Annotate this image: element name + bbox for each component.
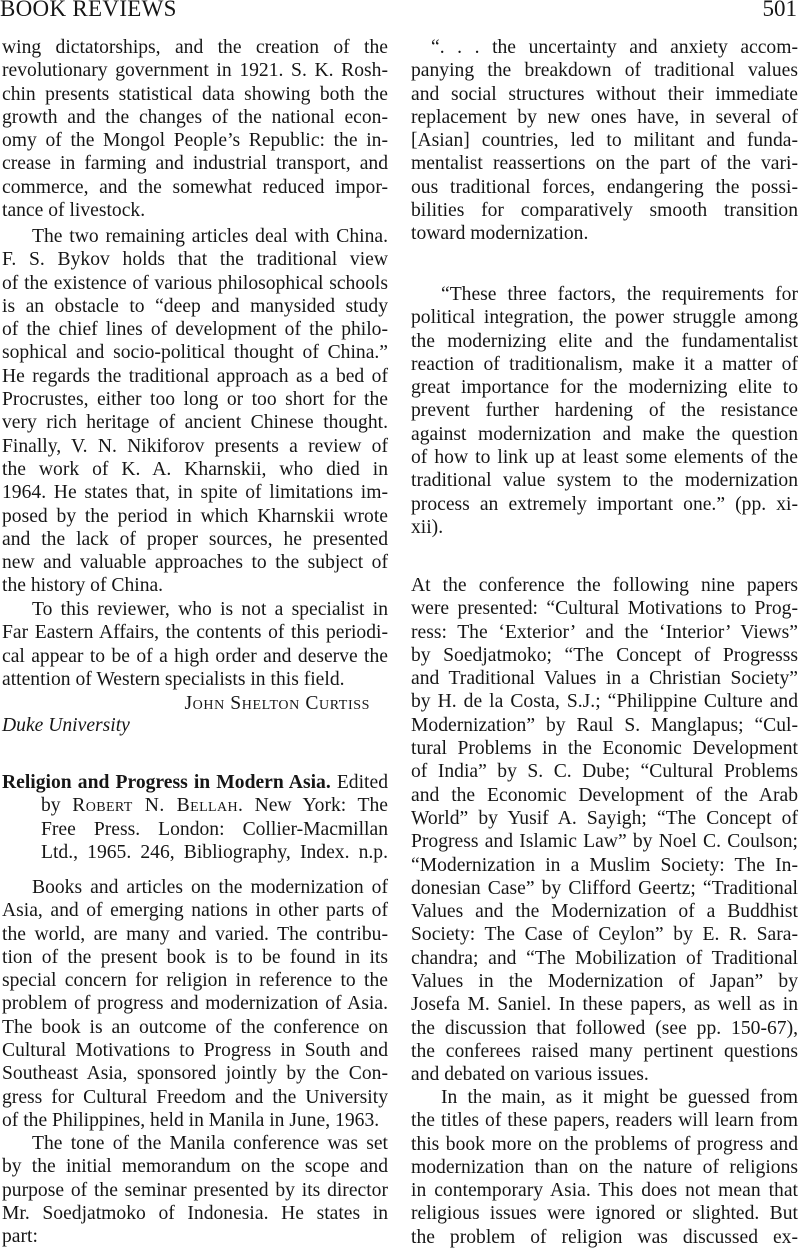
text-line: this book more on the problems of progress and (411, 1133, 798, 1155)
text-line: sophical and socio-political thought of China.” (2, 342, 388, 364)
reviewer-affiliation: Duke University (2, 715, 130, 736)
text-line (2, 794, 388, 817)
text-line: the modernizing elite and the fundamentalist (411, 330, 798, 352)
text-line: the discussion that followed (see pp. 150-67), (411, 1017, 798, 1039)
text-line: is an obstacle to “deep and manysided study (2, 295, 388, 317)
text-line: At the conference the following nine papers (411, 575, 798, 596)
book-title: Religion and Progress in Modern Asia. (2, 772, 331, 793)
text-line: and the Economic Development of the Arab (411, 784, 798, 806)
text-line: posed by the period in which Kharnskii wrote (2, 505, 388, 527)
text-line: new and valuable approaches to the subject of (2, 552, 388, 574)
paragraph (411, 574, 798, 1087)
paragraph (2, 1132, 388, 1248)
text-line: Society: The Case of Ceylon” by E. R. Sara- (411, 924, 798, 946)
text-line: To this reviewer, who is not a specialist in (32, 599, 388, 620)
text-line: the conferees raised many pertinent questions (411, 1040, 798, 1062)
text-line: tion of the present book is to be found in its (2, 946, 388, 968)
text-line: F. S. Bykov holds that the traditional view (2, 249, 388, 271)
text-line: 1964. He states that, in spite of limitations im- (2, 482, 388, 504)
running-head: BOOK REVIEWS (0, 0, 177, 21)
text-line: problem of progress and modernization of Asia. (2, 993, 388, 1015)
text-line: purpose of the seminar presented by its director (2, 1179, 388, 1201)
text-line: and social structures without their immediate (411, 83, 798, 105)
text-line: modernization than on the nature of religions (411, 1156, 798, 1178)
text-line: ress: The ‘Exterior’ and the ‘Interior’ Views” (411, 621, 798, 643)
text-line: Values and the Modernization of a Buddhist (411, 901, 798, 923)
book-citation-heading (2, 771, 388, 864)
text-line: Values in the Modernization of Japan” by (411, 971, 798, 993)
text-line: Finally, V. N. Nikiforov presents a review of (2, 435, 388, 457)
text-line: attention of Western specialists in this field. (2, 668, 345, 690)
text-line: and Traditional Values in a Christian Society” (411, 668, 798, 690)
text-line: chandra; and “The Mobilization of Traditional (411, 947, 798, 969)
paragraph (2, 225, 388, 598)
text-line: against modernization and make the question (411, 423, 798, 445)
text-line: Cultural Motivations to Progress in South and (2, 1040, 388, 1062)
text-line: of the Philippines, held in Manila in June, 1963. (2, 1109, 380, 1131)
text-line: toward modernization. (411, 223, 589, 245)
text-line: reaction of traditionalism, make it a matter of (411, 353, 798, 375)
text-line: Far Eastern Affairs, the contents of this periodi- (2, 622, 388, 644)
text-line: of how to link up at least some elements of the (411, 447, 798, 469)
text-line: replacement by new ones have, in several of (411, 106, 798, 128)
text-line: In the main, as it might be guessed from (441, 1087, 798, 1108)
block-quote (411, 36, 798, 246)
text-line: very rich heritage of ancient Chinese thought. (2, 412, 388, 434)
text-line: gress for Cultural Freedom and the University (2, 1086, 388, 1108)
text-line: The book is an outcome of the conference on (2, 1016, 388, 1038)
reviewer-signature: John Shelton Curtiss (184, 693, 370, 714)
text-line: in contemporary Asia. This does not mean that (411, 1180, 798, 1202)
text-line: the history of China. (2, 575, 164, 597)
text-line: Free Press. London: Collier-Macmillan (41, 818, 388, 840)
text-line: the titles of these papers, readers will learn from (411, 1110, 798, 1132)
text-line: and debated on various issues. (411, 1064, 649, 1086)
text-line: religious issues were ignored or slighted. But (411, 1203, 798, 1225)
text-line: cal appear to be of a high order and deserve the (2, 645, 388, 667)
editor-name: Robert N. Bellah (72, 795, 239, 817)
text-line: Books and articles on the modernization of (32, 877, 388, 898)
text-line: commerce, and the somewhat reduced impor- (2, 176, 388, 198)
text-segment: by (41, 795, 73, 817)
text-line: The tone of the Manila conference was set (32, 1133, 388, 1154)
text-line: donesian Case” by Clifford Geertz; “Traditional (411, 877, 798, 899)
text-line: and the lack of proper sources, he presented (2, 528, 388, 550)
text-line: World” by Yusif A. Sayigh; “The Concept of (411, 807, 798, 829)
text-line: “These three factors, the requirements for (441, 284, 798, 305)
text-line: Ltd., 1965. 246, Bibliography, Index. n.p. (41, 841, 388, 863)
text-segment: Edited (330, 772, 388, 793)
text-line: political integration, the power struggle among (411, 307, 798, 329)
paragraph (2, 876, 388, 1132)
text-line: wing dictatorships, and the creation of the (2, 37, 388, 58)
text-line: the problem of religion was discussed ex- (411, 1226, 798, 1248)
text-line: tural Problems in the Economic Development (411, 738, 798, 760)
text-line: tance of livestock. (2, 200, 146, 222)
text-line: He regards the traditional approach as a bed of (2, 365, 388, 387)
text-line: by the initial memorandum on the scope and (2, 1156, 388, 1178)
text-line: “Modernization in a Muslim Society: The In- (411, 854, 798, 876)
text-line: of the chief lines of development of the philo- (2, 319, 388, 341)
text-segment: . New York: The (238, 795, 388, 817)
text-line: the work of K. A. Kharnskii, who died in (2, 458, 388, 480)
text-line: part: (2, 1226, 38, 1248)
text-line: ous traditional forces, endangering the possi- (411, 176, 798, 198)
text-line: [Asian] countries, led to militant and funda- (411, 130, 798, 152)
paragraph (411, 1086, 798, 1249)
text-line: “. . . the uncertainty and anxiety accom- (431, 37, 798, 58)
text-line: The two remaining articles deal with China. (32, 226, 388, 247)
text-line: prevent further hardening of the resistance (411, 400, 798, 422)
text-line: revolutionary government in 1921. S. K. Rosh- (2, 60, 388, 82)
text-line: great importance for the modernizing elite to (411, 377, 798, 399)
text-line: growth and the changes of the national econ- (2, 106, 388, 128)
text-line: Progress and Islamic Law” by Noel C. Coulson; (411, 831, 798, 853)
text-line: by H. de la Costa, S.J.; “Philippine Culture and (411, 691, 798, 713)
text-line: process an extremely important one.” (pp. xi- (411, 493, 798, 515)
text-line: bilities for comparatively smooth transition (411, 200, 798, 222)
text-line: omy of the Mongol People’s Republic: the in- (2, 130, 388, 152)
text-line: xii). (411, 516, 444, 538)
text-line: panying the breakdown of traditional values (411, 60, 798, 82)
text-line: special concern for religion in reference to the (2, 970, 388, 992)
text-line: Southeast Asia, sponsored jointly by the Con- (2, 1063, 388, 1085)
paragraph (2, 36, 388, 222)
text-line: traditional value system to the modernization (411, 470, 798, 492)
text-line: Asia, and of emerging nations in other parts of (2, 900, 388, 922)
text-line: were presented: “Cultural Motivations to Prog- (411, 598, 798, 620)
text-line (2, 771, 388, 794)
text-line: of the existence of various philosophical schools (2, 272, 388, 294)
text-line: Josefa M. Saniel. In these papers, as well as in (411, 994, 798, 1016)
paragraph (2, 598, 388, 691)
text-line: chin presents statistical data showing both the (2, 83, 388, 105)
text-line: mentalist reassertions on the part of the vari- (411, 153, 798, 175)
text-line: the world, are many and varied. The contribu- (2, 923, 388, 945)
block-quote (411, 283, 798, 539)
text-line: Mr. Soedjatmoko of Indonesia. He states in (2, 1202, 388, 1224)
page-number: 501 (762, 0, 797, 21)
text-line: by Soedjatmoko; “The Concept of Progresss (411, 644, 798, 666)
text-line: crease in farming and industrial transport, and (2, 153, 388, 175)
text-line: of India” by S. C. Dube; “Cultural Problems (411, 761, 798, 783)
text-line: Modernization” by Raul S. Manglapus; “Cul- (411, 714, 798, 736)
text-line: Procrustes, either too long or too short for the (2, 389, 388, 411)
